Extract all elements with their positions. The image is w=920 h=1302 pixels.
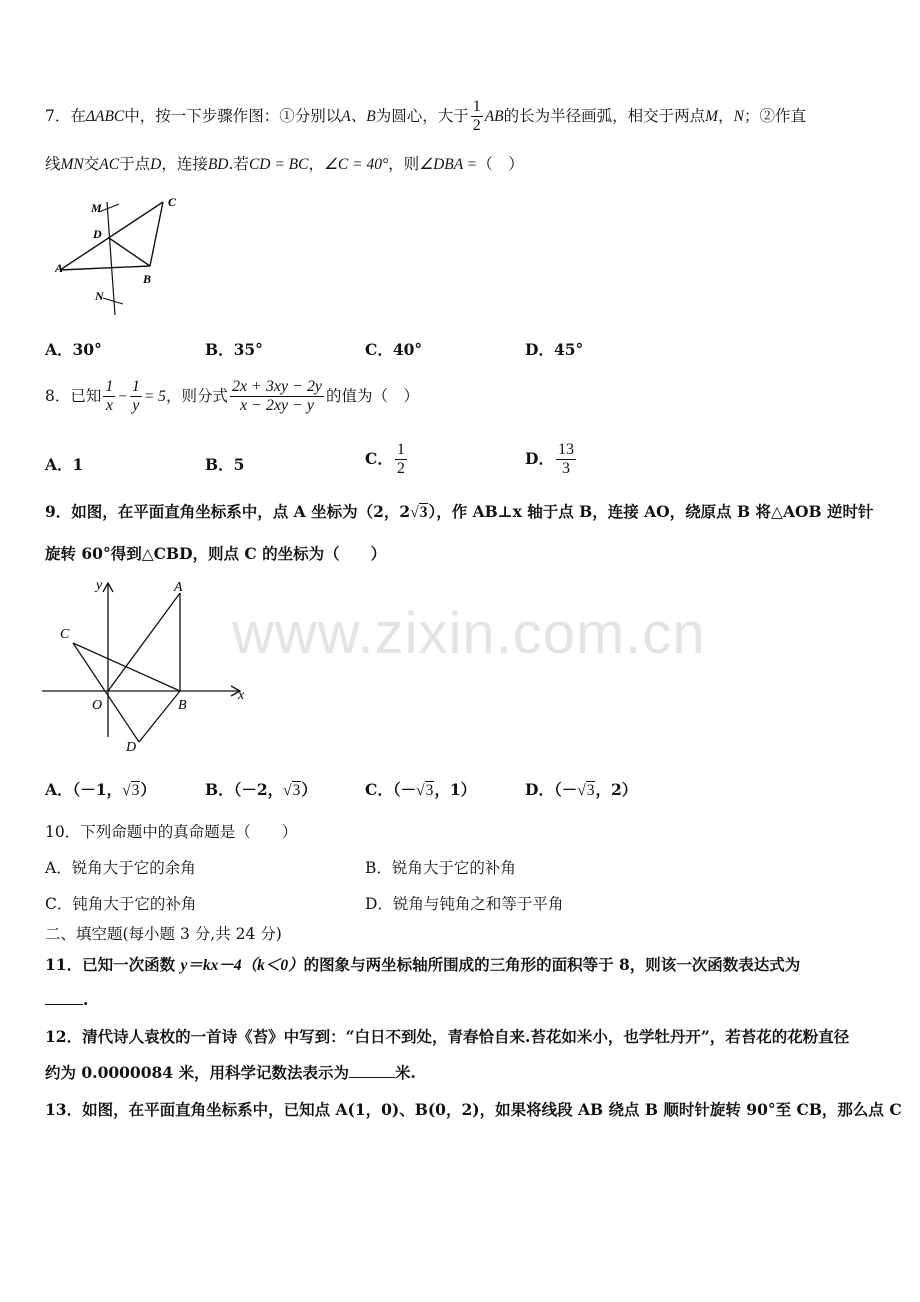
- segment-bc: [150, 202, 163, 266]
- q7-ab: AB: [484, 107, 504, 125]
- q7-eq1: CD = BC: [248, 156, 309, 173]
- radicand: 3: [292, 782, 301, 799]
- label-o: O: [92, 698, 103, 713]
- arc-mark-m: [99, 204, 119, 212]
- q8-option-a[interactable]: A．1: [45, 455, 84, 474]
- q7-ac: AC: [99, 156, 120, 173]
- q7-eq2: ∠C = 40°: [324, 156, 389, 173]
- sqrt-3: √3: [410, 504, 428, 521]
- q7-text: 交: [83, 155, 100, 173]
- watermark: www.zixin.com.cn: [232, 601, 706, 666]
- segment-oa: [108, 593, 180, 691]
- option-fraction: [556, 441, 576, 479]
- radicand: 3: [131, 782, 140, 799]
- q8-option-b[interactable]: B．5: [205, 455, 245, 474]
- q7-text: 中，按一下步骤作图：①分别以: [124, 106, 342, 125]
- option-text: A．（－1，: [45, 780, 123, 799]
- segment-bd: [109, 238, 150, 266]
- q8-main-fraction: [230, 378, 324, 416]
- q7-option-a[interactable]: A．30°: [45, 340, 102, 359]
- label-a: A: [174, 580, 183, 595]
- q7-sep: ，: [718, 106, 734, 125]
- option-text: ，2）: [595, 780, 638, 799]
- q9-option-a[interactable]: [45, 778, 156, 800]
- option-letter: D．: [525, 448, 554, 468]
- label-a: A: [55, 261, 64, 275]
- fraction-numerator: 1: [130, 378, 142, 397]
- q12-line1: 12．清代诗人袁枚的一首诗《苔》中写到：“白日不到处，青春恰自来.苔花如米小，也学牡丹开”，若苔花的花粉直径: [45, 1027, 850, 1046]
- sqrt-3: √3: [577, 782, 595, 799]
- q8-line: [45, 378, 419, 416]
- label-m: M: [91, 201, 102, 215]
- q7-text: .若: [228, 155, 249, 173]
- q7-text: ，: [308, 155, 325, 173]
- fraction-denominator: 2: [396, 460, 405, 478]
- label-d: D: [126, 740, 137, 755]
- q10-option-d[interactable]: D．锐角与钝角之和等于平角: [365, 895, 564, 913]
- q9-line1: [45, 500, 874, 522]
- q8-option-d[interactable]: [525, 441, 578, 479]
- q7-text: 线: [45, 155, 61, 173]
- option-text: B．（－2，: [205, 780, 284, 799]
- q7-text: 7．在: [45, 106, 86, 125]
- q7-half-fraction: [471, 98, 483, 136]
- q10-option-a[interactable]: A．锐角大于它的余角: [45, 859, 196, 877]
- radicand: 3: [425, 782, 434, 799]
- q10-option-b[interactable]: B．锐角大于它的补角: [365, 859, 516, 877]
- q10-stem: 10．下列命题中的真命题是（ ）: [45, 823, 298, 841]
- q9-option-c[interactable]: [365, 778, 476, 800]
- label-n: N: [95, 289, 104, 303]
- fraction-numerator: 1: [471, 98, 483, 117]
- q7-text: （ ）: [477, 155, 524, 173]
- q9-option-b[interactable]: [205, 778, 317, 800]
- q8-fraction-1y: [130, 378, 142, 416]
- q11-text: 的图象与两坐标轴所围成的三角形的面积等于 8，则该一次函数表达式为: [303, 955, 801, 974]
- answer-blank[interactable]: [45, 1004, 83, 1005]
- sqrt-3: √3: [416, 782, 434, 799]
- q7-triangle: ΔABC: [85, 107, 125, 125]
- segment-ab: [60, 266, 150, 270]
- q7-option-b[interactable]: B．35°: [205, 340, 263, 359]
- fraction-numerator: 1: [103, 378, 115, 397]
- q7-bd: BD: [207, 156, 229, 173]
- q8-option-c[interactable]: [365, 441, 409, 479]
- q7-option-d[interactable]: D．45°: [525, 340, 584, 359]
- q7-m: M: [705, 107, 719, 125]
- fraction-denominator: y: [132, 397, 140, 415]
- q10-option-c[interactable]: C．钝角大于它的补角: [45, 895, 197, 913]
- q12-text: 约为 0.0000084 米，用科学记数法表示为: [45, 1063, 349, 1082]
- q7-line1: [45, 98, 806, 136]
- label-b: B: [178, 698, 187, 713]
- q7-line2: [45, 152, 524, 174]
- q11-text: .: [83, 990, 89, 1009]
- option-fraction: [395, 441, 407, 479]
- q11-text: 11．已知一次函数: [45, 955, 181, 974]
- q8-minus: −: [117, 387, 128, 405]
- q8-equals: = 5: [143, 387, 166, 405]
- option-letter: C．: [365, 448, 393, 468]
- q12-text: 米.: [394, 1063, 416, 1082]
- fraction-denominator: 2: [472, 117, 481, 135]
- q11-line2: [45, 990, 88, 1009]
- option-text: C．（－: [365, 780, 417, 799]
- q7-text: 的长为半径画弧，相交于两点: [503, 106, 706, 125]
- option-text: ，1）: [434, 780, 477, 799]
- label-b: B: [143, 272, 152, 286]
- sqrt-3: √3: [122, 782, 140, 799]
- q7-text: 为圆心，大于: [375, 106, 469, 125]
- q7-figure: [55, 190, 190, 320]
- q9-line2: 旋转 60°得到△CBD，则点 C 的坐标为（ ）: [45, 544, 387, 563]
- q9-text: ），作 AB⊥x 轴于点 B，连接 AO，绕原点 B 将△AOB 逆时针: [428, 502, 874, 521]
- q7-n: N: [733, 107, 744, 125]
- q12-line2: [45, 1061, 416, 1083]
- q7-eq3: ∠DBA =: [419, 156, 478, 173]
- q9-figure: [40, 575, 255, 755]
- option-text: ）: [301, 780, 317, 799]
- sqrt-3: √3: [283, 782, 301, 799]
- radicand: 3: [586, 782, 595, 799]
- label-c: C: [60, 627, 70, 642]
- label-c: C: [168, 195, 177, 209]
- q7-text: ；②作直: [743, 106, 806, 125]
- q8-text: ，则分式: [165, 386, 228, 405]
- label-d: D: [93, 227, 102, 241]
- q9-option-d[interactable]: [525, 778, 637, 800]
- q13-line1: 13．如图，在平面直角坐标系中，已知点 A(1，0)、B(0，2)，如果将线段 AB 绕点 B 顺时针旋转 90°至 CB，那么点 C: [45, 1100, 902, 1119]
- fraction-denominator: x: [105, 397, 113, 415]
- line-mn: [107, 202, 115, 315]
- segment-db: [139, 691, 180, 742]
- fraction-denominator: x − 2xy − y: [239, 397, 314, 415]
- label-x: x: [238, 688, 245, 703]
- fraction-denominator: 3: [561, 460, 570, 478]
- answer-blank[interactable]: [349, 1077, 395, 1078]
- q8-fraction-1x: [103, 378, 115, 416]
- q8-text: 的值为（ ）: [325, 386, 419, 405]
- option-text: ）: [140, 780, 156, 799]
- q7-option-c[interactable]: C．40°: [365, 340, 423, 359]
- fraction-numerator: 2x + 3xy − 2y: [230, 378, 324, 397]
- q11-line1: [45, 953, 800, 975]
- q9-text: 9．如图，在平面直角坐标系中，点 A 坐标为（2，2: [45, 502, 411, 521]
- q8-text: 8．已知: [45, 386, 102, 405]
- q7-text: ，连接: [161, 155, 208, 173]
- arc-mark-n: [103, 298, 123, 304]
- q7-mn: MN: [60, 156, 84, 173]
- label-y: y: [96, 578, 103, 593]
- q7-text: ，则: [388, 155, 420, 173]
- q11-function: y＝kx－4（k＜0）: [180, 957, 304, 974]
- fraction-numerator: 1: [395, 441, 407, 460]
- option-text: D．（－: [525, 780, 578, 799]
- q7-d: D: [150, 156, 162, 173]
- q7-points: A、B: [341, 107, 376, 125]
- section-heading: 二、填空题(每小题 3 分,共 24 分): [45, 925, 282, 943]
- radicand: 3: [419, 504, 428, 521]
- fraction-numerator: 13: [556, 441, 576, 460]
- q7-text: 于点: [119, 155, 151, 173]
